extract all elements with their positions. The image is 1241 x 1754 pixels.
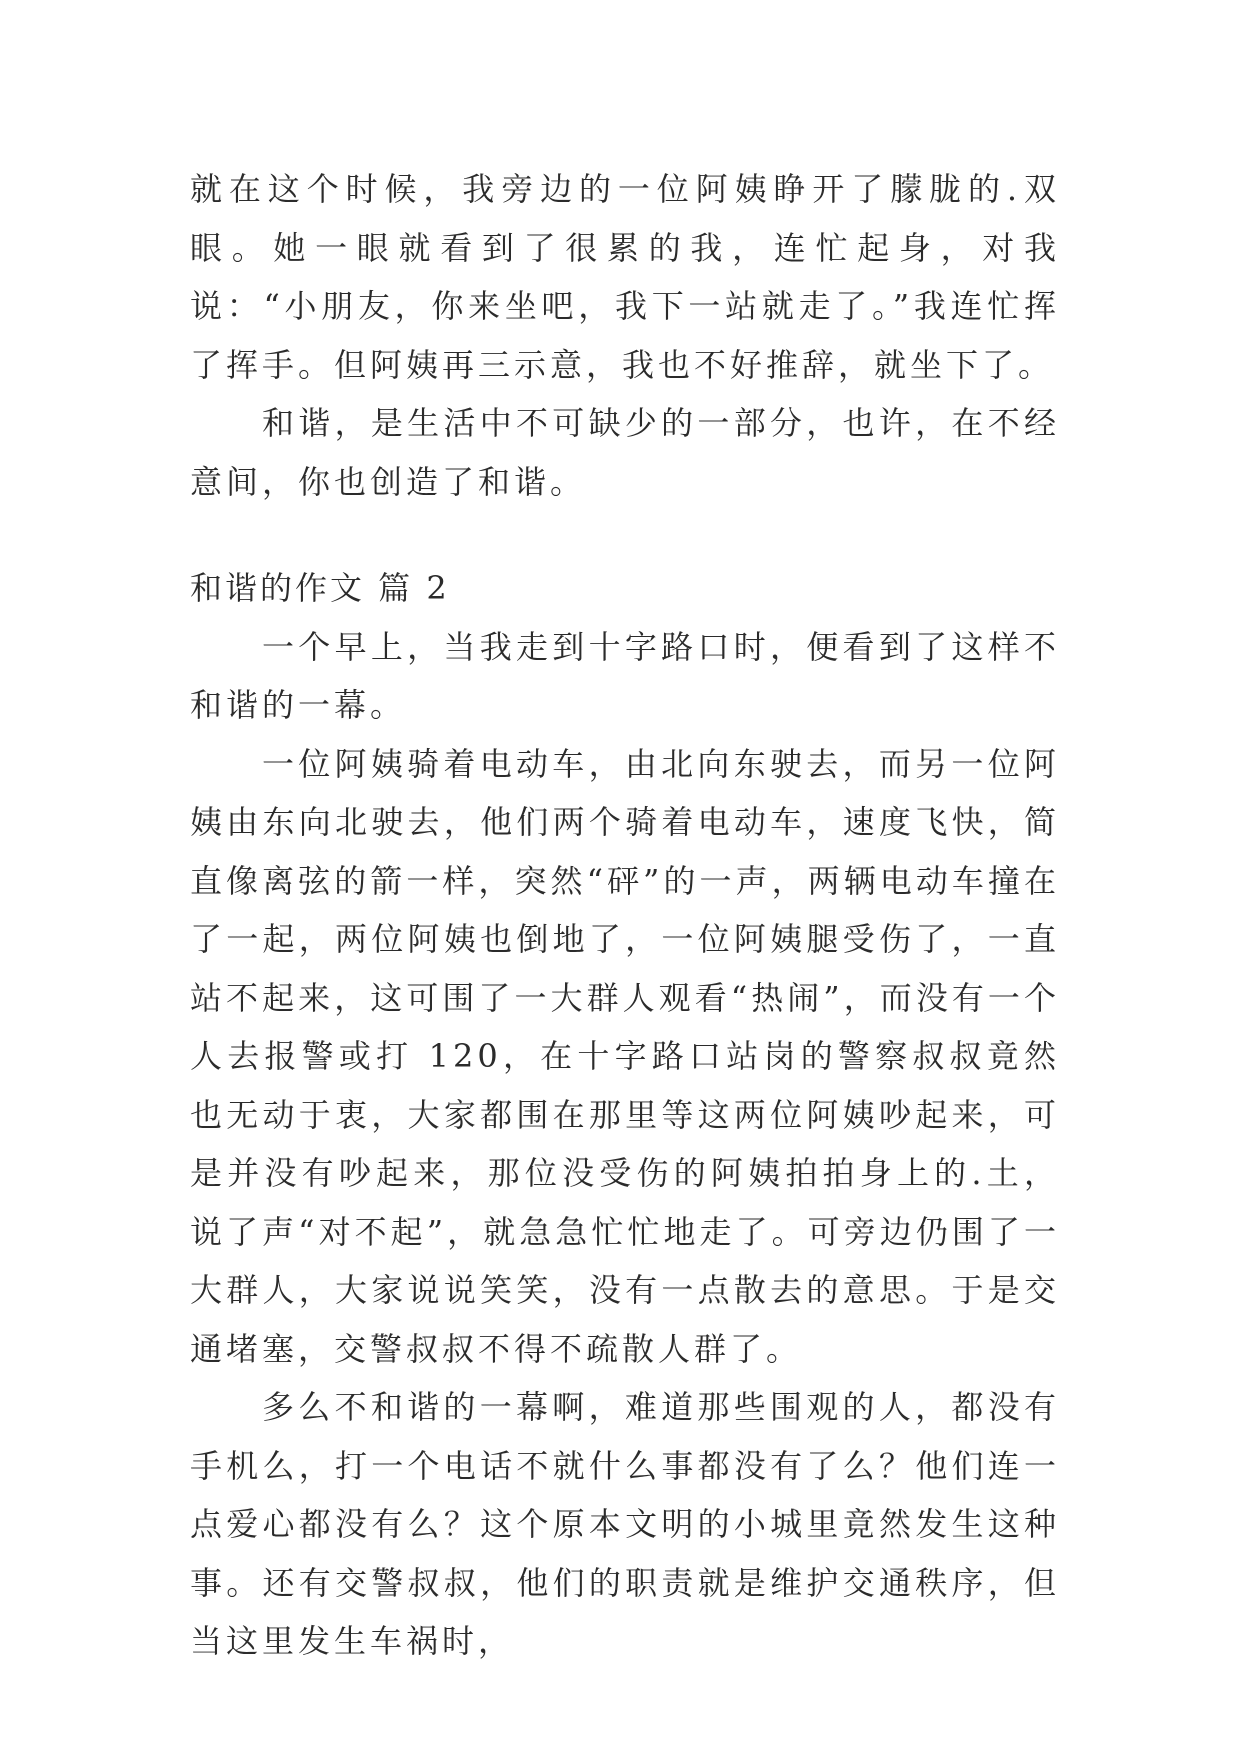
paragraph-story: 一位阿姨骑着电动车，由北向东驶去，而另一位阿姨由东向北驶去，他们两个骑着电动车，速度飞快，简直像离弦的箭一样，突然“砰”的一声，两辆电动车撞在了一起，两位阿姨也倒地了，一位阿姨腿受伤了，一直站不起来，这可围了一大群人观看“热闹”，而没有一个人去报警或打 120，在十字路口站岗的警察叔叔竟然也无动于衷，大家都围在那里等这两位阿姨吵起来，可是并没有吵起来，那位没受伤的阿姨拍拍身上的.土，说了声“对不起”，就急急忙忙地走了。可旁边仍围了一大群人，大家说说笑笑，没有一点散去的意思。于是交通堵塞，交警叔叔不得不疏散人群了。 [190,744,1060,1368]
paragraph-intro: 一个早上，当我走到十字路口时，便看到了这样不和谐的一幕。 [190,627,1060,724]
paragraph-reflection: 多么不和谐的一幕啊，难道那些围观的人，都没有手机么，打一个电话不就什么事都没有了么？他们连一点爱心都没有么？这个原本文明的小城里竟然发生这种事。还有交警叔叔，他们的职责就是维护交通秩序，但当这里发生车祸时， [190,1388,1060,1660]
paragraph-continued: 就在这个时候，我旁边的一位阿姨睁开了朦胧的.双眼。她一眼就看到了很累的我，连忙起身，对我说：“小朋友，你来坐吧，我下一站就走了。”我连忙挥了挥手。但阿姨再三示意，我也不好推辞，就坐下了。 [190,170,1060,384]
section-heading: 和谐的作文 篇 2 [190,569,450,607]
paragraph-conclusion: 和谐，是生活中不可缺少的一部分，也许，在不经意间，你也创造了和谐。 [190,404,1060,501]
document-body [190,160,1060,1671]
